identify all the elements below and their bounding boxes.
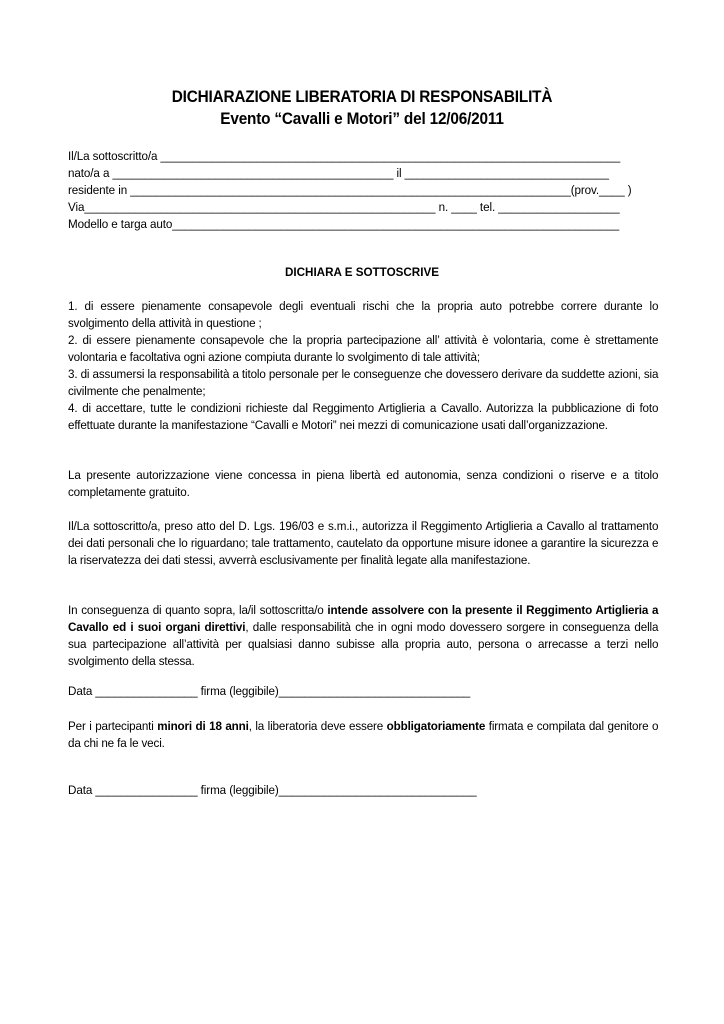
signature-line-1: Data ________________ firma (leggibile)______________________________ [68, 684, 471, 698]
consequence-text: , dalle responsabilità che in ogni modo dovessero sorgere in conseguenza della sua partecipazione all’attività per qualsiasi danno subisse alla propria auto, persona o arrecasse a terzi nello svolgimento della stessa. [68, 620, 659, 668]
signature-line-2: Data ________________ firma (leggibile)_______________________________ [68, 783, 477, 797]
consequence-bold-text: intende assolvere con la presente il Reggimento Artiglieria a Cavallo ed i suoi organi direttivi [68, 603, 659, 634]
authorization-paragraph [68, 467, 658, 501]
privacy-paragraph [68, 518, 658, 569]
declaration-item: 4. di accettare, tutte le condizioni richieste dal Reggimento Artiglieria a Cavallo. Autorizza la pubblicazione di foto effettuate durante la manifestazione “Cavalli e Motori” nei mezzi di comunicazione usati dall’organizzazione. [68, 401, 659, 432]
form-line-residence: residente in _____________________________________________________________________(prov.____ ) [68, 183, 632, 197]
consequence-paragraph [68, 602, 658, 670]
declaration-item: 3. di assumersi la responsabilità a titolo personale per le conseguenze che dovessero derivare da suddette azioni, sia civilmente che penalmente; [68, 367, 659, 398]
minors-paragraph [68, 718, 658, 752]
minors-bold-text: obbligatoriamente [386, 719, 486, 733]
minors-text: firmata e compilata dal genitore o da chi ne fa le veci. [68, 719, 659, 750]
declaration-item: 2. di essere pienamente consapevole che la propria partecipazione all’ attività è volontaria, come è strettamente volontaria e facoltativa ogni azione compiuta durante lo svolgimento di tale attività; [68, 333, 659, 364]
document-title: DICHIARAZIONE LIBERATORIA DI RESPONSABILITÀ [171, 88, 553, 106]
form-line-birth: nato/a a ____________________________________________ il ________________________________ [68, 166, 609, 180]
form-line-name: Il/La sottoscritto/a ________________________________________________________________________ [68, 149, 621, 163]
minors-bold-text: minori di 18 anni [157, 719, 249, 733]
consequence-text: In conseguenza di quanto sopra, la/il sottoscritta/o [68, 603, 328, 617]
minors-text: , la liberatoria deve essere [248, 719, 387, 733]
privacy-text: Il/La sottoscritto/a, preso atto del D. Lgs. 196/03 e s.m.i., autorizza il Reggimento Artiglieria a Cavallo al trattamento dei dati personali che lo riguardano; tale trattamento, cautelato da opportune misure idonee a garantire la sicurezza e la riservatezza dei dati stessi, avverrà esclusivamente per finalità legate alla manifestazione. [68, 519, 659, 567]
declaration-item: 1. di essere pienamente consapevole degli eventuali rischi che la propria auto potrebbe correre durante lo svolgimento della attività in questione ; [68, 299, 659, 330]
form-line-car: Modello e targa auto______________________________________________________________________ [68, 217, 620, 231]
declarations-list [68, 298, 658, 434]
form-line-address: Via_______________________________________________________ n. ____ tel. ___________________ [68, 200, 620, 214]
document-subtitle: Evento “Cavalli e Motori” del 12/06/2011 [220, 110, 504, 128]
section-heading: DICHIARA E SOTTOSCRIVE [284, 265, 440, 279]
minors-text: Per i partecipanti [68, 719, 158, 733]
authorization-text: La presente autorizzazione viene concessa in piena libertà ed autonomia, senza condizioni o riserve e a titolo completamente gratuito. [68, 468, 659, 499]
